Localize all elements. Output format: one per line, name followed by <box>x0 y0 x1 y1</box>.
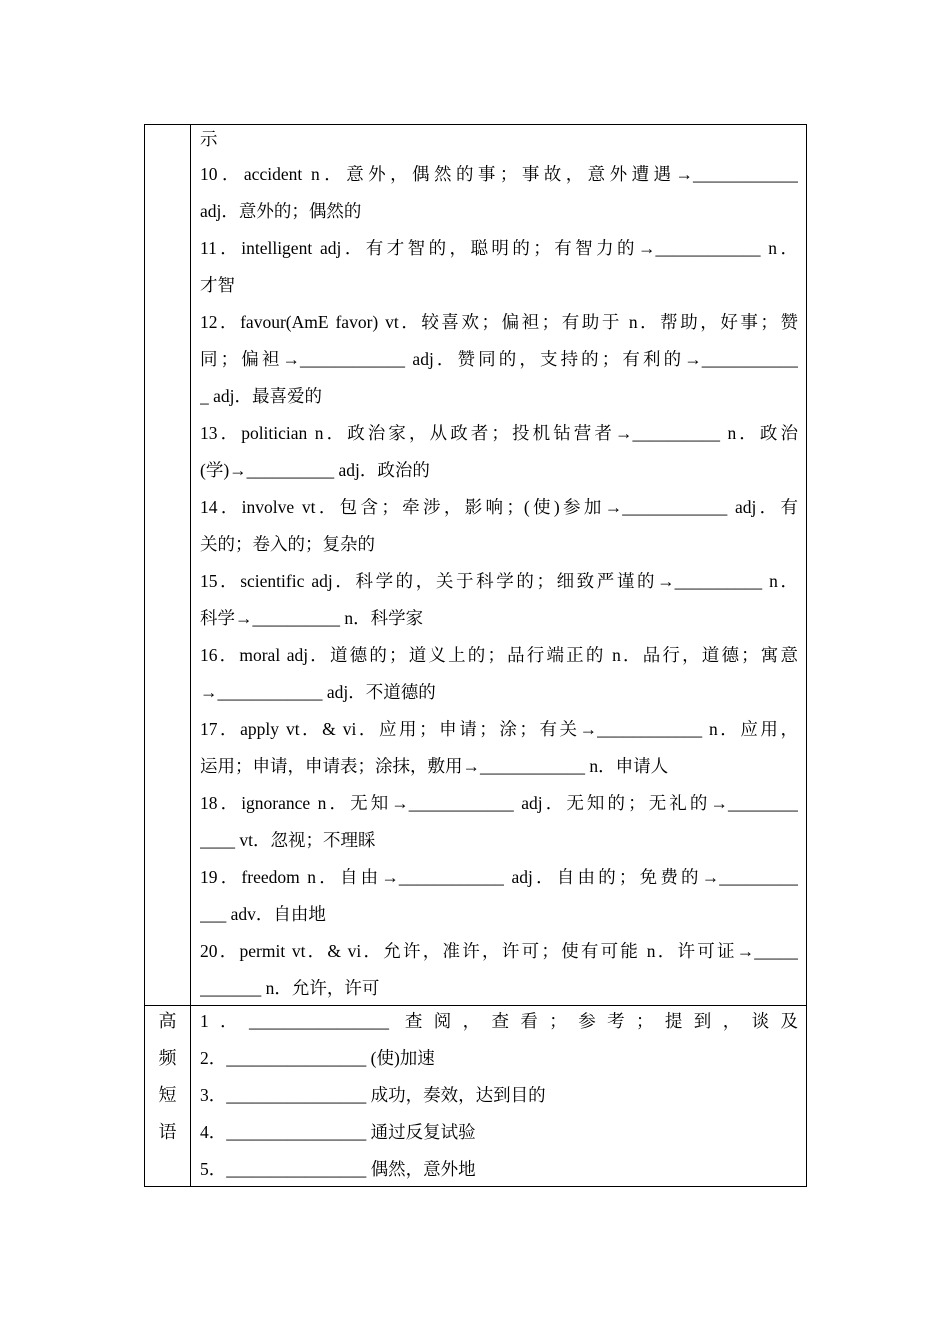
vocabulary-side-cell <box>145 125 191 1006</box>
phrases-label-cell <box>145 1006 191 1187</box>
phrases-label-char: 短 <box>158 1085 177 1105</box>
vocab-line: 19．freedom n．自由→____________ adj．自由的；免费的→_________ <box>200 867 798 887</box>
phrase-line: 5．________________ 偶然，意外地 <box>200 1159 476 1179</box>
vocab-line: _______ n．允许，许可 <box>200 978 380 998</box>
vocabulary-table <box>144 124 807 1187</box>
vocab-line: 运用；申请，申请表；涂抹，敷用→____________ n．申请人 <box>200 756 669 776</box>
vocab-line: 科学→__________ n．科学家 <box>200 608 424 628</box>
vocab-line: 16．moral adj．道德的；道义上的；品行端正的 n．品行，道德；寓意 <box>200 645 798 665</box>
vocab-line: 12．favour(AmE favor) vt．较喜欢；偏袒；有助于 n．帮助，好事；赞 <box>200 312 798 332</box>
vocab-line: 11．intelligent adj．有才智的，聪明的；有智力的→____________ n． <box>200 238 798 258</box>
vocab-line: ____ vt．忽视；不理睬 <box>200 830 376 850</box>
vocab-line: (学)→__________ adj．政治的 <box>200 460 430 480</box>
phrase-line: 1．________________ 查阅，查看；参考；提到，谈及 <box>200 1011 798 1031</box>
vocab-line: 20．permit vt．& vi．允许，准许，许可；使有可能 n．许可证→_____ <box>200 941 798 961</box>
vocab-line: 关的；卷入的；复杂的 <box>200 534 375 554</box>
vocab-line: ___ adv．自由地 <box>200 904 326 924</box>
vocab-line: 14．involve vt．包含；牵涉，影响；(使)参加→____________ adj．有 <box>200 497 798 517</box>
phrases-row <box>145 1006 807 1187</box>
vocab-line: 15．scientific adj．科学的，关于科学的；细致严谨的→__________ n． <box>200 571 798 591</box>
phrase-line: 2．________________ (使)加速 <box>200 1048 435 1068</box>
vocab-line: _ adj．最喜爱的 <box>200 386 323 406</box>
vocabulary-content-cell <box>191 125 807 1006</box>
vocab-line: 18．ignorance n．无知→____________ adj．无知的；无礼的→________ <box>200 793 798 813</box>
phrases-label-char: 频 <box>158 1048 177 1068</box>
vocab-line: adj．意外的；偶然的 <box>200 201 362 221</box>
vocabulary-row <box>145 125 807 1006</box>
vocab-line: 才智 <box>200 275 235 295</box>
vocab-line: 13．politician n．政治家，从政者；投机钻营者→__________ n．政治 <box>200 423 798 443</box>
vocab-line: 同；偏袒→____________ adj．赞同的，支持的；有利的→___________ <box>200 349 798 369</box>
phrase-line: 3．________________ 成功，奏效，达到目的 <box>200 1085 546 1105</box>
vocab-line: 示 <box>200 129 218 149</box>
vocab-line: 10．accident n．意外，偶然的事；事故，意外遭遇→____________ <box>200 164 798 184</box>
vocab-line: →____________ adj．不道德的 <box>200 682 436 702</box>
phrases-label-char: 高 <box>158 1011 177 1031</box>
phrases-content-cell <box>191 1006 807 1187</box>
phrases-label-char: 语 <box>158 1122 177 1142</box>
vocab-line: 17．apply vt．& vi．应用；申请；涂；有关→____________ n．应用， <box>200 719 798 739</box>
phrase-line: 4．________________ 通过反复试验 <box>200 1122 476 1142</box>
